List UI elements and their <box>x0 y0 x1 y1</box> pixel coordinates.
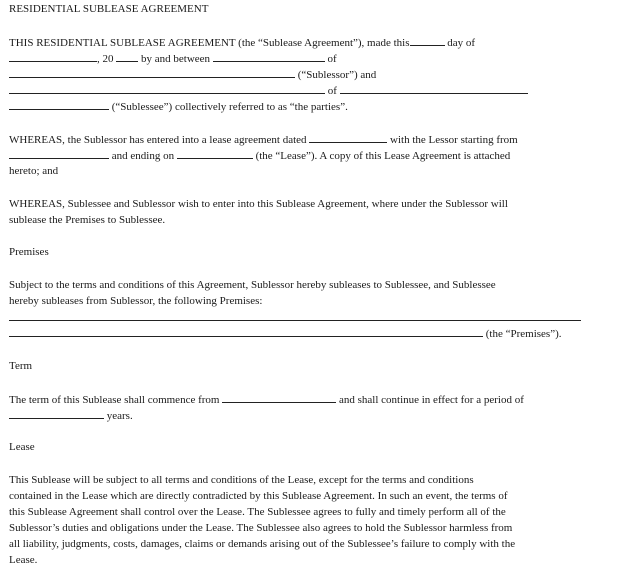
intro-text: , 20 <box>97 53 114 65</box>
term-start-blank[interactable] <box>222 392 336 403</box>
whereas1-line-2 <box>9 148 510 163</box>
month-blank[interactable] <box>9 51 97 62</box>
sublessor-address-blank[interactable] <box>9 67 295 78</box>
intro-text: of <box>327 85 337 97</box>
premises-line-1: Subject to the terms and conditions of this Agreement, Sublessor hereby subleases to Sublessee, and Sublessee <box>9 279 496 291</box>
intro-text: (“Sublessor”) and <box>297 69 377 81</box>
premises-line-2: hereby subleases from Sublessor, the following Premises: <box>9 295 263 307</box>
premises-line-3 <box>9 310 581 325</box>
term-text: and shall continue in effect for a period of <box>338 394 524 406</box>
sublessee-address-blank[interactable] <box>340 83 528 94</box>
lease-date-blank[interactable] <box>309 132 387 143</box>
year-blank[interactable] <box>116 51 138 62</box>
sublessee-name-blank[interactable] <box>9 83 325 94</box>
lease-start-blank[interactable] <box>9 148 109 159</box>
lease-line: this Sublease Agreement shall control over the Lease. The Sublessee agrees to fully and timely perform all of the <box>9 506 506 518</box>
whereas2-line-2: sublease the Premises to Sublessee. <box>9 214 166 226</box>
lease-heading: Lease <box>9 441 35 453</box>
whereas1-line-3: hereto; and <box>9 165 59 177</box>
term-text: The term of this Sublease shall commence from <box>9 394 220 406</box>
lease-line: Lease. <box>9 554 38 566</box>
whereas2-line-1: WHEREAS, Sublessee and Sublessor wish to enter into this Sublease Agreement, where under the Sublessor will <box>9 198 508 210</box>
lease-line: This Sublease will be subject to all terms and conditions of the Lease, except for the terms and conditions <box>9 474 474 486</box>
intro-text: THIS RESIDENTIAL SUBLEASE AGREEMENT (the “Sublease Agreement”), made this <box>9 37 410 49</box>
whereas-text: (the “Lease”). A copy of this Lease Agreement is attached <box>255 150 511 162</box>
lease-line: Sublessor’s duties and obligations under the Lease. The Sublessee also agrees to hold the Sublessor harmless from <box>9 522 513 534</box>
whereas-text: WHEREAS, the Sublessor has entered into a lease agreement dated <box>9 134 307 146</box>
premises-text: (the “Premises”). <box>485 328 562 340</box>
term-years-blank[interactable] <box>9 408 104 419</box>
whereas-text: with the Lessor starting from <box>390 134 518 146</box>
term-text: years. <box>106 410 133 422</box>
whereas1-line-1 <box>9 132 518 147</box>
sublessee-address-cont-blank[interactable] <box>9 99 109 110</box>
premises-blank-2[interactable] <box>9 326 483 337</box>
term-heading: Term <box>9 360 33 372</box>
term-line-1 <box>9 392 524 407</box>
intro-text: (“Sublessee”) collectively referred to as “the parties”. <box>111 101 348 113</box>
intro-line-3 <box>9 67 376 82</box>
intro-line-5 <box>9 99 348 114</box>
lease-end-blank[interactable] <box>177 148 253 159</box>
term-line-2 <box>9 408 133 423</box>
intro-line-4 <box>9 83 528 98</box>
intro-text: by and between <box>141 53 211 65</box>
lease-line: contained in the Lease which are directly contradicted by this Sublease Agreement. In such an event, the terms of <box>9 490 508 502</box>
premises-line-4 <box>9 326 562 341</box>
whereas-text: and ending on <box>111 150 175 162</box>
premises-blank[interactable] <box>9 310 581 321</box>
premises-heading: Premises <box>9 246 49 258</box>
lease-line: all liability, judgments, costs, damages, claims or demands arising out of the Sublessee’s failure to comply with the <box>9 538 516 550</box>
intro-text: of <box>327 53 337 65</box>
intro-text: day of <box>447 37 476 49</box>
day-blank[interactable] <box>410 35 445 46</box>
intro-line-1 <box>9 35 475 50</box>
intro-line-2 <box>9 51 337 66</box>
document-title: RESIDENTIAL SUBLEASE AGREEMENT <box>9 3 209 15</box>
sublessor-name-blank[interactable] <box>213 51 325 62</box>
